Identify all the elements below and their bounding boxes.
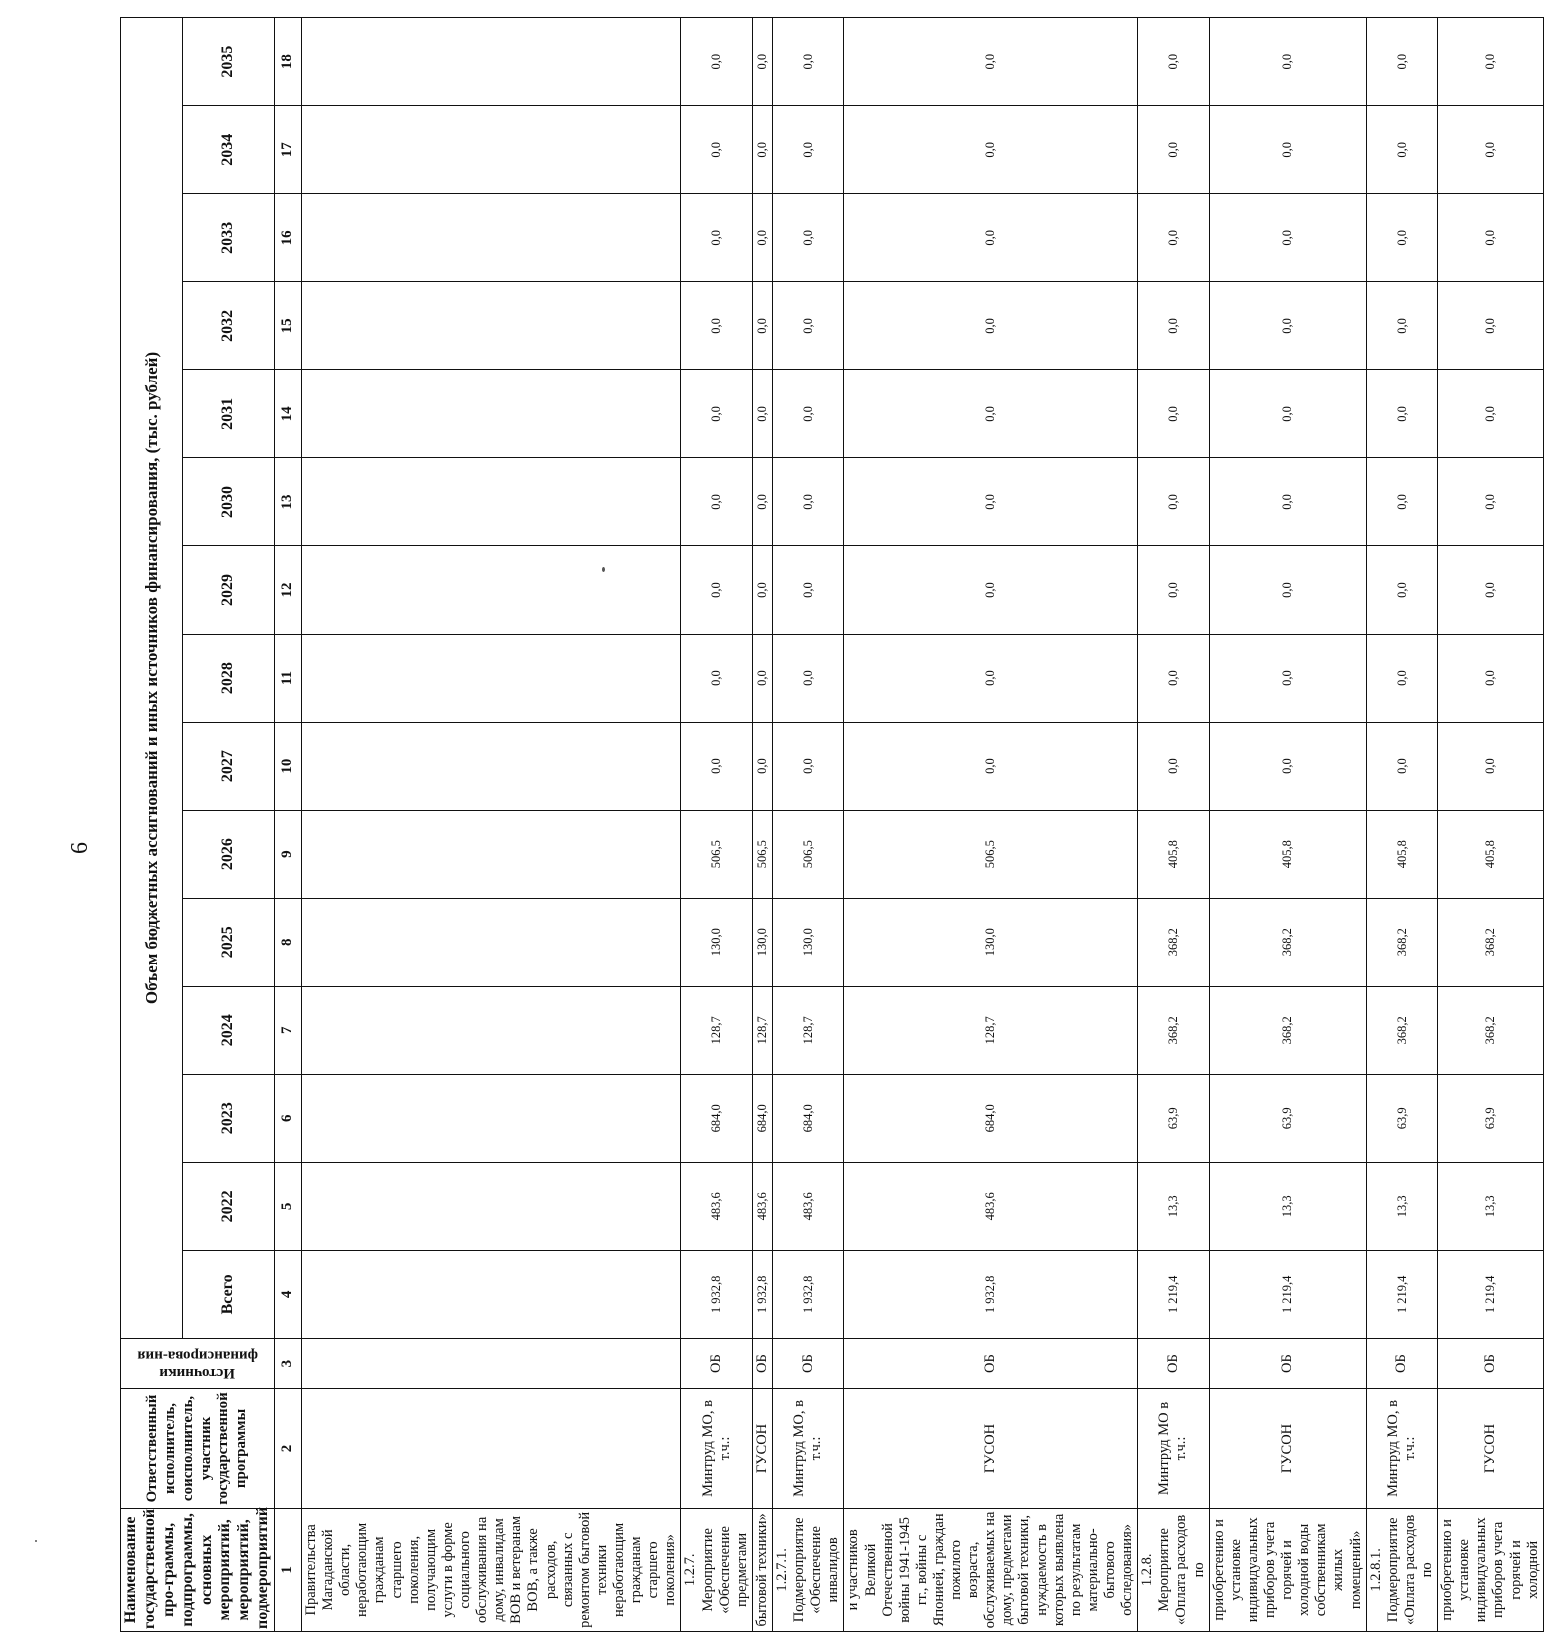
year-value-cell: 0,0 bbox=[844, 106, 1138, 194]
year-value-cell: 0,0 bbox=[1138, 546, 1209, 634]
source-cell: ОБ bbox=[844, 1338, 1138, 1388]
year-value-cell: 0,0 bbox=[681, 458, 752, 546]
year-value-cell bbox=[302, 194, 681, 282]
year-value-cell: 0,0 bbox=[772, 722, 843, 810]
year-value-cell: 130,0 bbox=[844, 898, 1138, 986]
year-value-cell: 0,0 bbox=[752, 458, 772, 546]
header-year: 2032 bbox=[183, 282, 275, 370]
total-cell: 1 932,8 bbox=[752, 1250, 772, 1338]
year-value-cell: 0,0 bbox=[752, 546, 772, 634]
total-cell: 1 932,8 bbox=[844, 1250, 1138, 1338]
year-value-cell: 483,6 bbox=[752, 1162, 772, 1250]
year-value-cell: 0,0 bbox=[772, 194, 843, 282]
year-value-cell: 405,8 bbox=[1366, 810, 1437, 898]
year-value-cell: 0,0 bbox=[772, 634, 843, 722]
year-value-cell: 0,0 bbox=[1366, 546, 1437, 634]
year-value-cell: 0,0 bbox=[772, 458, 843, 546]
year-value-cell: 128,7 bbox=[844, 986, 1138, 1074]
column-number: 16 bbox=[275, 194, 302, 282]
executor-cell: Минтруд МО, в т.ч.: bbox=[681, 1389, 752, 1509]
header-name-col: Наименование государственной про-граммы, подпрограммы, основных мероприятий, мероприятий, подмероприятий bbox=[121, 1508, 275, 1631]
year-value-cell: 506,5 bbox=[752, 810, 772, 898]
header-year: 2031 bbox=[183, 370, 275, 458]
year-value-cell: 0,0 bbox=[1438, 194, 1544, 282]
name-cell: 1.2.8. Мероприятие «Оплата расходов по bbox=[1138, 1508, 1209, 1631]
total-cell bbox=[302, 1250, 681, 1338]
executor-cell bbox=[302, 1389, 681, 1509]
year-value-cell: 0,0 bbox=[681, 194, 752, 282]
column-number: 17 bbox=[275, 106, 302, 194]
column-number: 1 bbox=[275, 1508, 302, 1631]
year-value-cell: 0,0 bbox=[752, 370, 772, 458]
year-value-cell: 0,0 bbox=[1366, 282, 1437, 370]
year-value-cell: 130,0 bbox=[752, 898, 772, 986]
column-number: 18 bbox=[275, 18, 302, 106]
year-value-cell bbox=[302, 986, 681, 1074]
name-cell: 1.2.7.1. Подмероприятие «Обеспечение инвалидов bbox=[772, 1508, 843, 1631]
year-value-cell: 13,3 bbox=[1209, 1162, 1366, 1250]
year-value-cell: 0,0 bbox=[1366, 722, 1437, 810]
header-executor-col: Ответственный исполнитель, соисполнитель, участник государственной программы bbox=[121, 1389, 275, 1509]
year-value-cell: 13,3 bbox=[1138, 1162, 1209, 1250]
year-value-cell: 0,0 bbox=[752, 18, 772, 106]
year-value-cell: 368,2 bbox=[1209, 986, 1366, 1074]
column-number: 10 bbox=[275, 722, 302, 810]
year-value-cell: 128,7 bbox=[681, 986, 752, 1074]
name-cell: приобретению и установке индивидуальных приборов учета горячей и холодной bbox=[1438, 1508, 1544, 1631]
total-cell: 1 219,4 bbox=[1438, 1250, 1544, 1338]
year-value-cell: 368,2 bbox=[1366, 986, 1437, 1074]
year-value-cell: 128,7 bbox=[772, 986, 843, 1074]
name-cell: Правительства Магаданской области, неработающим гражданам старшего поколения, получающим услуги в форме социального обслуживания на дому, инвалидам ВОВ и ветеранам ВОВ, а также расходов, связанных с ремонтом бытовой техники неработающим гражданам старшего поколения» bbox=[302, 1508, 681, 1631]
executor-cell: ГУСОН bbox=[844, 1389, 1138, 1509]
header-year: 2022 bbox=[183, 1162, 275, 1250]
column-number: 12 bbox=[275, 546, 302, 634]
header-total: Всего bbox=[183, 1250, 275, 1338]
table-row bbox=[752, 18, 772, 1632]
year-value-cell: 0,0 bbox=[1209, 370, 1366, 458]
column-number: 4 bbox=[275, 1250, 302, 1338]
year-value-cell bbox=[302, 282, 681, 370]
year-value-cell: 0,0 bbox=[681, 546, 752, 634]
year-value-cell: 506,5 bbox=[772, 810, 843, 898]
year-value-cell: 368,2 bbox=[1138, 898, 1209, 986]
year-value-cell: 0,0 bbox=[1366, 634, 1437, 722]
year-value-cell: 0,0 bbox=[681, 18, 752, 106]
table-row bbox=[681, 18, 752, 1632]
year-value-cell: 0,0 bbox=[1209, 722, 1366, 810]
year-value-cell: 0,0 bbox=[1438, 722, 1544, 810]
year-value-cell: 63,9 bbox=[1366, 1074, 1437, 1162]
year-value-cell: 0,0 bbox=[844, 194, 1138, 282]
year-value-cell: 684,0 bbox=[752, 1074, 772, 1162]
table-row bbox=[1209, 18, 1366, 1632]
source-cell: ОБ bbox=[1438, 1338, 1544, 1388]
name-cell: приобретению и установке индивидуальных приборов учета горячей и холодной воды собственникам жилых помещений» bbox=[1209, 1508, 1366, 1631]
header-year: 2024 bbox=[183, 986, 275, 1074]
column-number: 5 bbox=[275, 1162, 302, 1250]
year-value-cell: 63,9 bbox=[1138, 1074, 1209, 1162]
total-cell: 1 219,4 bbox=[1209, 1250, 1366, 1338]
column-number: 3 bbox=[275, 1338, 302, 1388]
executor-cell: Минтруд МО, в т.ч.: bbox=[1366, 1389, 1437, 1509]
year-value-cell bbox=[302, 18, 681, 106]
year-value-cell: 0,0 bbox=[844, 18, 1138, 106]
year-value-cell: 0,0 bbox=[844, 546, 1138, 634]
year-value-cell bbox=[302, 1162, 681, 1250]
year-value-cell: 0,0 bbox=[681, 722, 752, 810]
year-value-cell: 0,0 bbox=[844, 722, 1138, 810]
scan-speck bbox=[35, 1540, 37, 1542]
year-value-cell: 0,0 bbox=[681, 370, 752, 458]
executor-cell: Минтруд МО в т.ч.: bbox=[1138, 1389, 1209, 1509]
source-cell: ОБ bbox=[772, 1338, 843, 1388]
year-value-cell: 0,0 bbox=[1366, 370, 1437, 458]
year-value-cell: 0,0 bbox=[1138, 194, 1209, 282]
year-value-cell bbox=[302, 722, 681, 810]
source-cell: ОБ bbox=[681, 1338, 752, 1388]
year-value-cell: 0,0 bbox=[772, 106, 843, 194]
year-value-cell: 0,0 bbox=[681, 282, 752, 370]
year-value-cell: 0,0 bbox=[844, 282, 1138, 370]
year-value-cell: 0,0 bbox=[681, 634, 752, 722]
year-value-cell: 0,0 bbox=[752, 722, 772, 810]
year-value-cell: 0,0 bbox=[752, 634, 772, 722]
header-year: 2034 bbox=[183, 106, 275, 194]
year-value-cell: 684,0 bbox=[681, 1074, 752, 1162]
year-value-cell: 0,0 bbox=[752, 106, 772, 194]
source-cell: ОБ bbox=[752, 1338, 772, 1388]
year-value-cell: 128,7 bbox=[752, 986, 772, 1074]
column-number: 8 bbox=[275, 898, 302, 986]
year-value-cell: 0,0 bbox=[1209, 282, 1366, 370]
year-value-cell: 0,0 bbox=[844, 634, 1138, 722]
year-value-cell: 0,0 bbox=[1138, 634, 1209, 722]
header-year: 2028 bbox=[183, 634, 275, 722]
year-value-cell: 483,6 bbox=[681, 1162, 752, 1250]
year-value-cell: 405,8 bbox=[1438, 810, 1544, 898]
total-cell: 1 219,4 bbox=[1366, 1250, 1437, 1338]
column-number: 14 bbox=[275, 370, 302, 458]
page-number: 6 bbox=[67, 842, 93, 854]
year-value-cell: 405,8 bbox=[1209, 810, 1366, 898]
source-cell bbox=[302, 1338, 681, 1388]
year-value-cell: 13,3 bbox=[1438, 1162, 1544, 1250]
header-funding-title: Объем бюджетных ассигнований и иных источников финансирования, (тыс. рублей) bbox=[121, 18, 183, 1339]
year-value-cell: 0,0 bbox=[1138, 18, 1209, 106]
column-number: 7 bbox=[275, 986, 302, 1074]
year-value-cell: 0,0 bbox=[1138, 282, 1209, 370]
year-value-cell bbox=[302, 634, 681, 722]
year-value-cell: 0,0 bbox=[1438, 370, 1544, 458]
year-value-cell bbox=[302, 1074, 681, 1162]
source-cell: ОБ bbox=[1209, 1338, 1366, 1388]
year-value-cell: 684,0 bbox=[772, 1074, 843, 1162]
column-number: 13 bbox=[275, 458, 302, 546]
table-row bbox=[1438, 18, 1544, 1632]
year-value-cell bbox=[302, 546, 681, 634]
year-value-cell: 0,0 bbox=[1366, 458, 1437, 546]
source-cell: ОБ bbox=[1138, 1338, 1209, 1388]
year-value-cell: 13,3 bbox=[1366, 1162, 1437, 1250]
year-value-cell bbox=[302, 810, 681, 898]
column-number: 9 bbox=[275, 810, 302, 898]
table-row bbox=[1366, 18, 1437, 1632]
year-value-cell: 0,0 bbox=[1209, 194, 1366, 282]
header-year: 2035 bbox=[183, 18, 275, 106]
year-value-cell: 0,0 bbox=[772, 546, 843, 634]
year-value-cell: 0,0 bbox=[1366, 18, 1437, 106]
header-source-label: Источники финансирова-ния bbox=[137, 1346, 258, 1381]
year-value-cell: 0,0 bbox=[752, 282, 772, 370]
year-value-cell: 63,9 bbox=[1209, 1074, 1366, 1162]
header-year: 2030 bbox=[183, 458, 275, 546]
year-value-cell: 0,0 bbox=[1438, 18, 1544, 106]
year-value-cell: 0,0 bbox=[1138, 370, 1209, 458]
year-value-cell: 483,6 bbox=[844, 1162, 1138, 1250]
header-year: 2023 bbox=[183, 1074, 275, 1162]
year-value-cell: 483,6 bbox=[772, 1162, 843, 1250]
executor-cell: Минтруд МО, в т.ч.: bbox=[772, 1389, 843, 1509]
year-value-cell: 368,2 bbox=[1438, 986, 1544, 1074]
name-cell: 1.2.8.1. Подмероприятие «Оплата расходов по bbox=[1366, 1508, 1437, 1631]
name-cell: и участников Великой Отечественной войны 1941-1945 гг., войны с Японией, граждан пожилого возраста, обслуживаемых на дому, предметами бытовой техники, нуждаемость в которых выявлена по результатам материально-бытового обследования» bbox=[844, 1508, 1138, 1631]
header-year: 2026 bbox=[183, 810, 275, 898]
year-value-cell: 0,0 bbox=[772, 282, 843, 370]
table-row bbox=[302, 18, 681, 1632]
table-row bbox=[772, 18, 843, 1632]
year-value-cell: 506,5 bbox=[681, 810, 752, 898]
name-cell: бытовой техники» bbox=[752, 1508, 772, 1631]
header-year: 2027 bbox=[183, 722, 275, 810]
column-number: 2 bbox=[275, 1389, 302, 1509]
rotated-table-wrapper bbox=[120, 17, 1541, 1632]
year-value-cell: 368,2 bbox=[1209, 898, 1366, 986]
year-value-cell bbox=[302, 898, 681, 986]
year-value-cell: 0,0 bbox=[1209, 106, 1366, 194]
year-value-cell: 0,0 bbox=[1438, 546, 1544, 634]
year-value-cell: 0,0 bbox=[752, 194, 772, 282]
year-value-cell: 0,0 bbox=[772, 370, 843, 458]
year-value-cell: 0,0 bbox=[1438, 634, 1544, 722]
total-cell: 1 219,4 bbox=[1138, 1250, 1209, 1338]
total-cell: 1 932,8 bbox=[772, 1250, 843, 1338]
year-value-cell: 0,0 bbox=[1138, 458, 1209, 546]
year-value-cell bbox=[302, 106, 681, 194]
header-source-col bbox=[121, 1338, 275, 1388]
year-value-cell: 0,0 bbox=[1209, 458, 1366, 546]
year-value-cell: 63,9 bbox=[1438, 1074, 1544, 1162]
year-value-cell: 0,0 bbox=[1209, 634, 1366, 722]
year-value-cell: 0,0 bbox=[1138, 106, 1209, 194]
year-value-cell: 0,0 bbox=[1438, 106, 1544, 194]
year-value-cell: 0,0 bbox=[1138, 722, 1209, 810]
executor-cell: ГУСОН bbox=[1209, 1389, 1366, 1509]
year-value-cell: 0,0 bbox=[844, 370, 1138, 458]
year-value-cell: 368,2 bbox=[1366, 898, 1437, 986]
header-year: 2029 bbox=[183, 546, 275, 634]
year-value-cell: 0,0 bbox=[844, 458, 1138, 546]
table-row bbox=[844, 18, 1138, 1632]
year-value-cell: 0,0 bbox=[1366, 194, 1437, 282]
year-value-cell: 0,0 bbox=[1209, 18, 1366, 106]
year-value-cell: 0,0 bbox=[772, 18, 843, 106]
year-value-cell: 506,5 bbox=[844, 810, 1138, 898]
executor-cell: ГУСОН bbox=[1438, 1389, 1544, 1509]
total-cell: 1 932,8 bbox=[681, 1250, 752, 1338]
header-year: 2025 bbox=[183, 898, 275, 986]
year-value-cell: 0,0 bbox=[1438, 458, 1544, 546]
year-value-cell: 130,0 bbox=[772, 898, 843, 986]
year-value-cell: 368,2 bbox=[1138, 986, 1209, 1074]
table-row bbox=[1138, 18, 1209, 1632]
header-year: 2033 bbox=[183, 194, 275, 282]
year-value-cell: 0,0 bbox=[1438, 282, 1544, 370]
year-value-cell: 405,8 bbox=[1138, 810, 1209, 898]
year-value-cell: 368,2 bbox=[1438, 898, 1544, 986]
year-value-cell bbox=[302, 370, 681, 458]
year-value-cell: 0,0 bbox=[681, 106, 752, 194]
year-value-cell: 0,0 bbox=[1366, 106, 1437, 194]
column-number: 11 bbox=[275, 634, 302, 722]
executor-cell: ГУСОН bbox=[752, 1389, 772, 1509]
year-value-cell: 0,0 bbox=[1209, 546, 1366, 634]
year-value-cell: 684,0 bbox=[844, 1074, 1138, 1162]
name-cell: 1.2.7. Мероприятие «Обеспечение предметами bbox=[681, 1508, 752, 1631]
year-value-cell bbox=[302, 458, 681, 546]
column-number: 6 bbox=[275, 1074, 302, 1162]
funding-table bbox=[120, 17, 1544, 1632]
column-number: 15 bbox=[275, 282, 302, 370]
year-value-cell: 130,0 bbox=[681, 898, 752, 986]
source-cell: ОБ bbox=[1366, 1338, 1437, 1388]
